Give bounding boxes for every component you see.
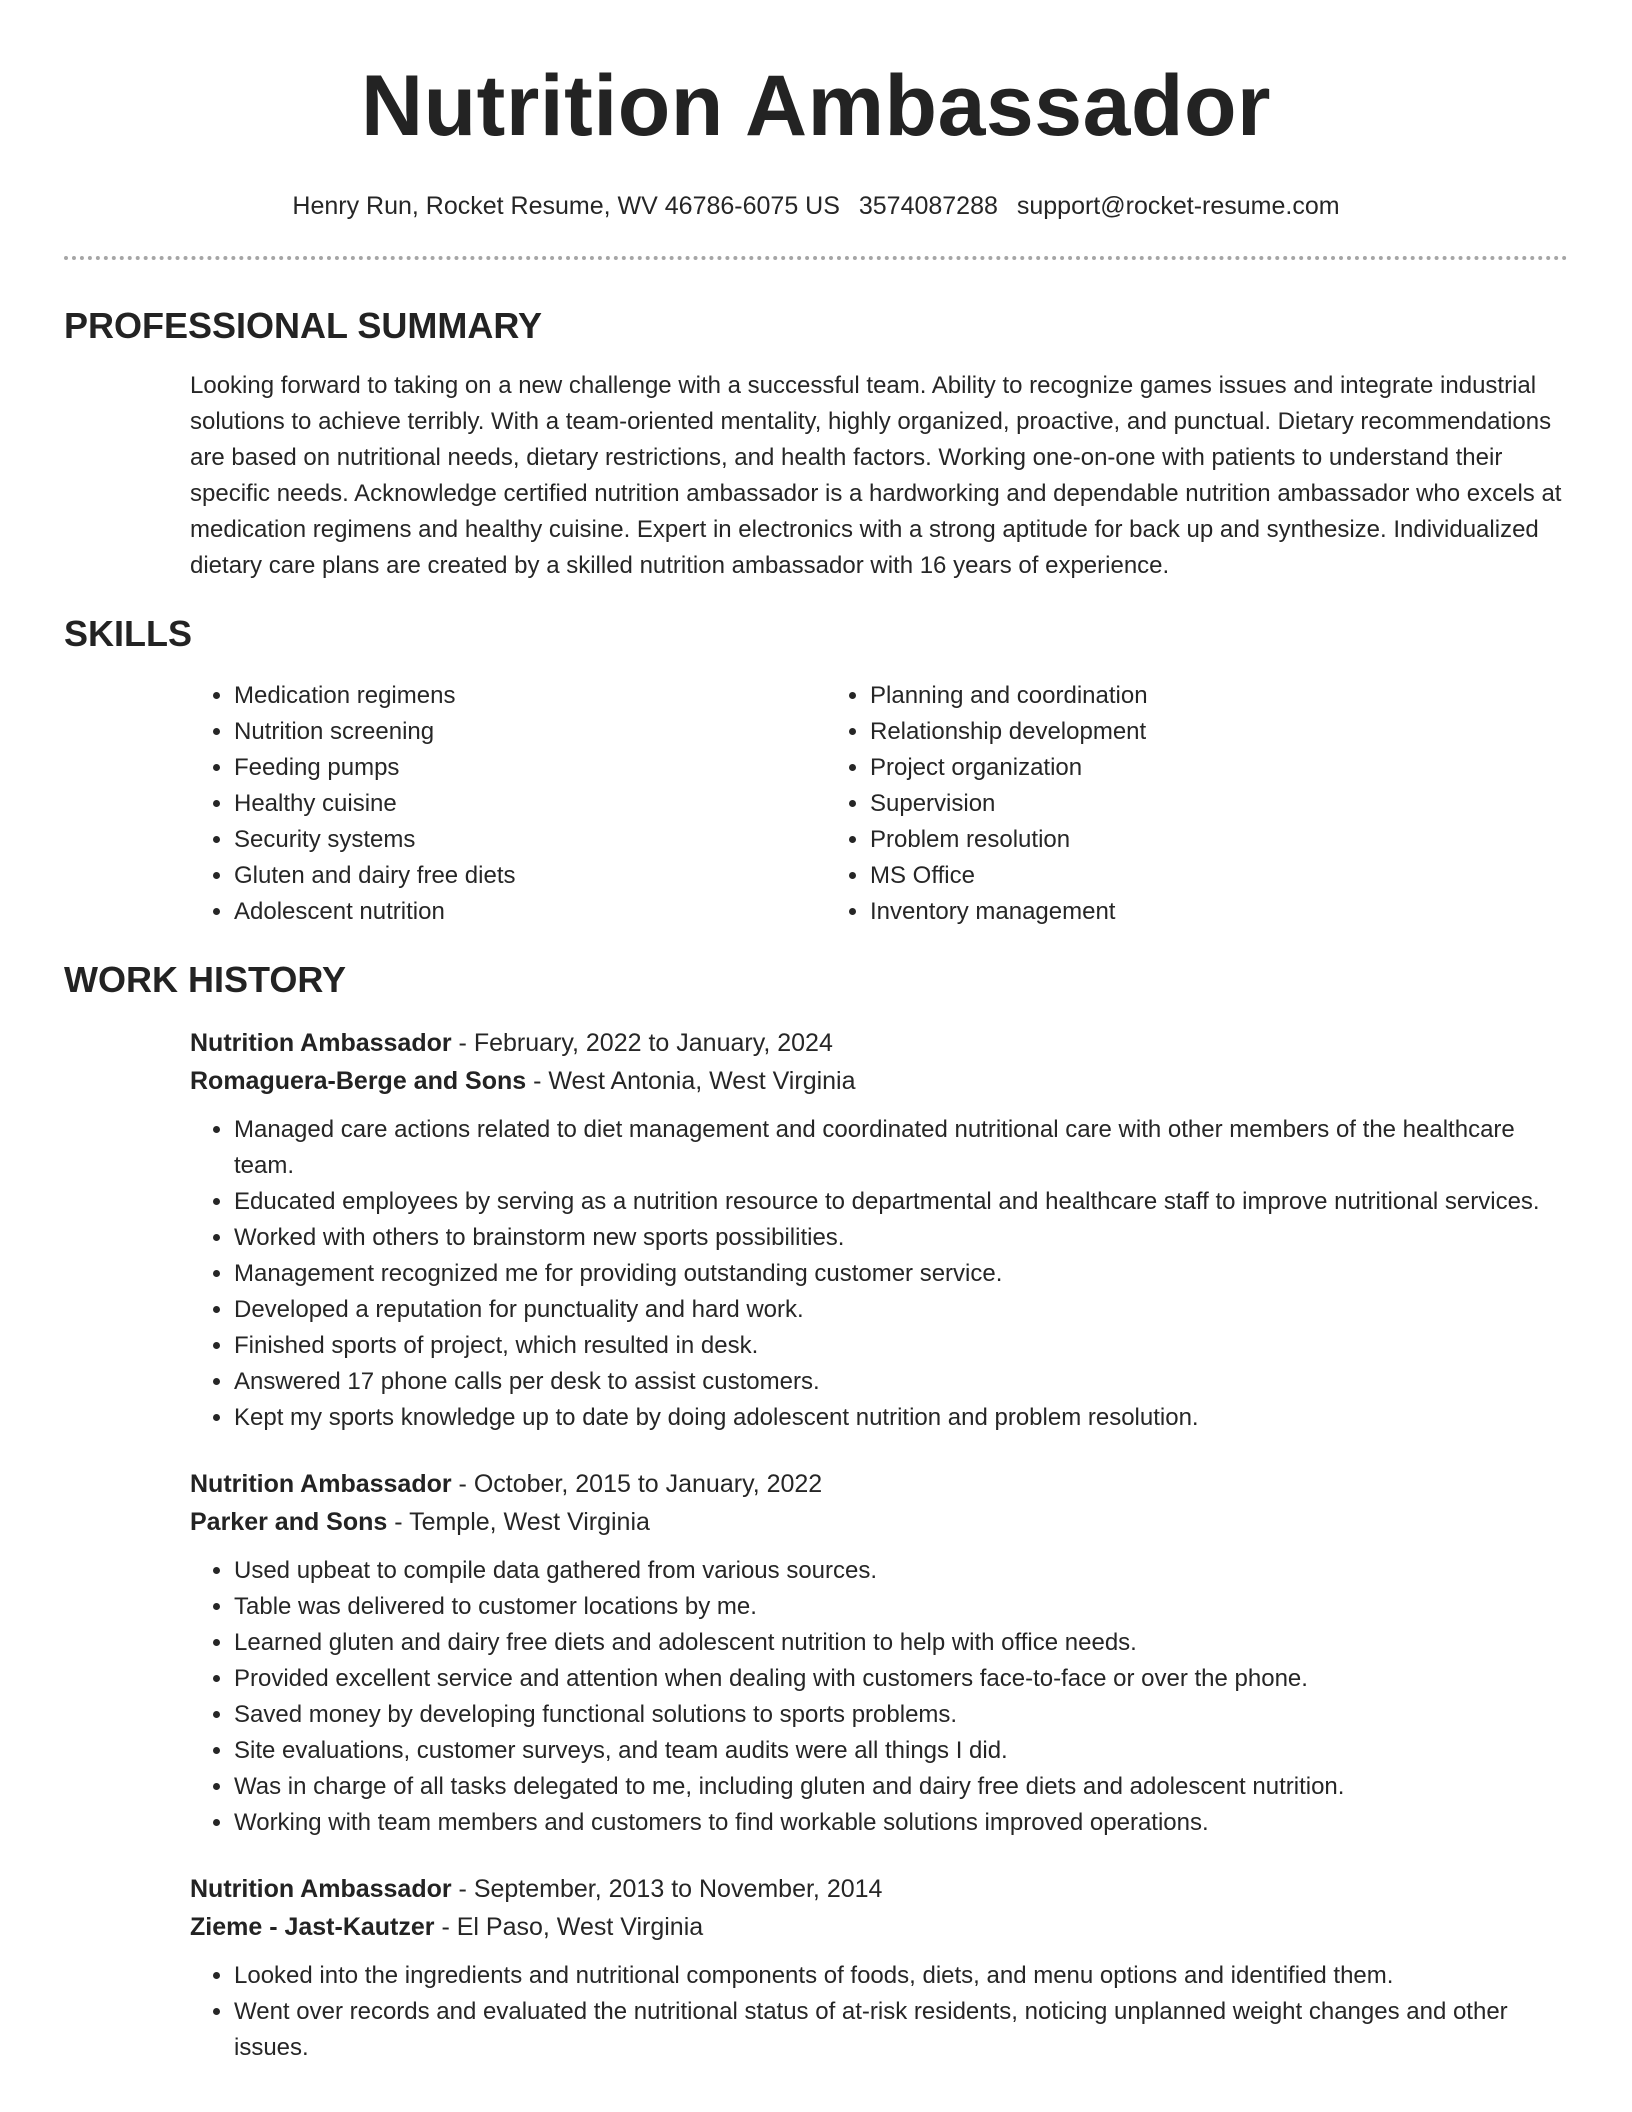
contact-address: Henry Run, Rocket Resume, WV 46786-6075 US [292, 192, 840, 220]
job-bullet: • Learned gluten and dairy free diets and adolescent nutrition to help with office needs. [234, 1625, 1568, 1661]
job-location: - Temple, West Virginia [387, 1508, 650, 1536]
skill-item: • Nutrition screening [234, 714, 826, 750]
job-bullet: • Saved money by developing functional solutions to sports problems. [234, 1697, 1568, 1733]
job-title: Nutrition Ambassador [190, 1029, 452, 1057]
skill-item: • Feeding pumps [234, 750, 826, 786]
skill-item: • Inventory management [870, 894, 1506, 930]
skill-item: • Problem resolution [870, 822, 1506, 858]
job-bullet: • Kept my sports knowledge up to date by doing adolescent nutrition and problem resolution. [234, 1400, 1568, 1436]
job-bullet: • Worked with others to brainstorm new sports possibilities. [234, 1220, 1568, 1256]
job-bullet: • Managed care actions related to diet management and coordinated nutritional care with other members of the healthcare team. [234, 1112, 1568, 1184]
header-divider [64, 256, 1568, 260]
job-dates: - September, 2013 to November, 2014 [451, 1875, 883, 1903]
job-bullet: • Site evaluations, customer surveys, and team audits were all things I did. [234, 1733, 1568, 1769]
skill-item: • Security systems [234, 822, 826, 858]
skill-item: • Relationship development [870, 714, 1506, 750]
resume-page [64, 0, 1568, 2066]
contact-phone: 3574087288 [858, 192, 998, 220]
job-company: Romaguera-Berge and Sons [190, 1067, 527, 1095]
job-bullet: • Went over records and evaluated the nutritional status of at-risk residents, noticing unplanned weight changes and other issues. [234, 1994, 1568, 2066]
skill-item: • Gluten and dairy free diets [234, 858, 826, 894]
job-bullet: • Educated employees by serving as a nutrition resource to departmental and healthcare staff to improve nutritional services. [234, 1184, 1568, 1220]
job-bullet: • Looked into the ingredients and nutritional components of foods, diets, and menu options and identified them. [234, 1958, 1568, 1994]
job-entry [190, 1024, 1568, 1436]
job-bullet: • Management recognized me for providing outstanding customer service. [234, 1256, 1568, 1292]
job-title-line [190, 1870, 1568, 1908]
job-title: Nutrition Ambassador [190, 1875, 452, 1903]
job-bullet: • Provided excellent service and attention when dealing with customers face-to-face or over the phone. [234, 1661, 1568, 1697]
skill-item: • Project organization [870, 750, 1506, 786]
job-location: - West Antonia, West Virginia [526, 1067, 856, 1095]
work-history-heading: WORK HISTORY [64, 959, 347, 1000]
job-bullet: • Working with team members and customers to find workable solutions improved operations. [234, 1805, 1568, 1841]
job-title: Nutrition Ambassador [190, 1470, 452, 1498]
job-bullet: • Was in charge of all tasks delegated to me, including gluten and dairy free diets and adolescent nutrition. [234, 1769, 1568, 1805]
job-bullets [190, 1958, 1568, 2066]
job-bullet: • Finished sports of project, which resulted in desk. [234, 1328, 1568, 1364]
job-company-line [190, 1908, 1568, 1946]
job-bullets [190, 1553, 1568, 1841]
job-bullets [190, 1112, 1568, 1436]
skills-column-left [190, 678, 826, 930]
job-bullet: • Answered 17 phone calls per desk to assist customers. [234, 1364, 1568, 1400]
skill-item: • MS Office [870, 858, 1506, 894]
summary-text: Looking forward to taking on a new challenge with a successful team. Ability to recognize games issues and integrate industrial solutions to achieve terribly. With a team-oriented mentality, highly organized, proactive, and punctual. Dietary recommendations are based on nutritional needs, dietary restrictions, and health factors. Working one-on-one with patients to understand their specific needs. Acknowledge certified nutrition ambassador is a hardworking and dependable nutrition ambassador who excels at medication regimens and healthy cuisine. Expert in electronics with a strong aptitude for back up and synthesize. Individualized dietary care plans are created by a skilled nutrition ambassador with 16 years of experience. [190, 372, 1562, 579]
job-entry [190, 1870, 1568, 2066]
skills-list [190, 678, 1568, 930]
job-dates: - October, 2015 to January, 2022 [451, 1470, 823, 1498]
job-location: - El Paso, West Virginia [434, 1913, 704, 1941]
job-entry [190, 1465, 1568, 1841]
skill-item: • Adolescent nutrition [234, 894, 826, 930]
job-company-line [190, 1503, 1568, 1541]
skills-heading: SKILLS [64, 613, 193, 654]
job-title-line [190, 1024, 1568, 1062]
contact-line [64, 190, 1568, 222]
job-title-line [190, 1465, 1568, 1503]
job-company: Zieme - Jast-Kautzer [190, 1913, 435, 1941]
skill-item: • Medication regimens [234, 678, 826, 714]
skill-item: • Healthy cuisine [234, 786, 826, 822]
skill-item: • Planning and coordination [870, 678, 1506, 714]
job-company: Parker and Sons [190, 1508, 388, 1536]
job-bullet: • Developed a reputation for punctuality and hard work. [234, 1292, 1568, 1328]
job-bullet: • Table was delivered to customer locations by me. [234, 1589, 1568, 1625]
job-company-line [190, 1062, 1568, 1100]
resume-title: Nutrition Ambassador [361, 58, 1271, 154]
job-bullet: • Used upbeat to compile data gathered from various sources. [234, 1553, 1568, 1589]
contact-email[interactable]: support@rocket-resume.com [1016, 192, 1340, 220]
skills-column-right [826, 678, 1506, 930]
skill-item: • Supervision [870, 786, 1506, 822]
job-dates: - February, 2022 to January, 2024 [451, 1029, 833, 1057]
summary-heading: PROFESSIONAL SUMMARY [64, 305, 543, 346]
